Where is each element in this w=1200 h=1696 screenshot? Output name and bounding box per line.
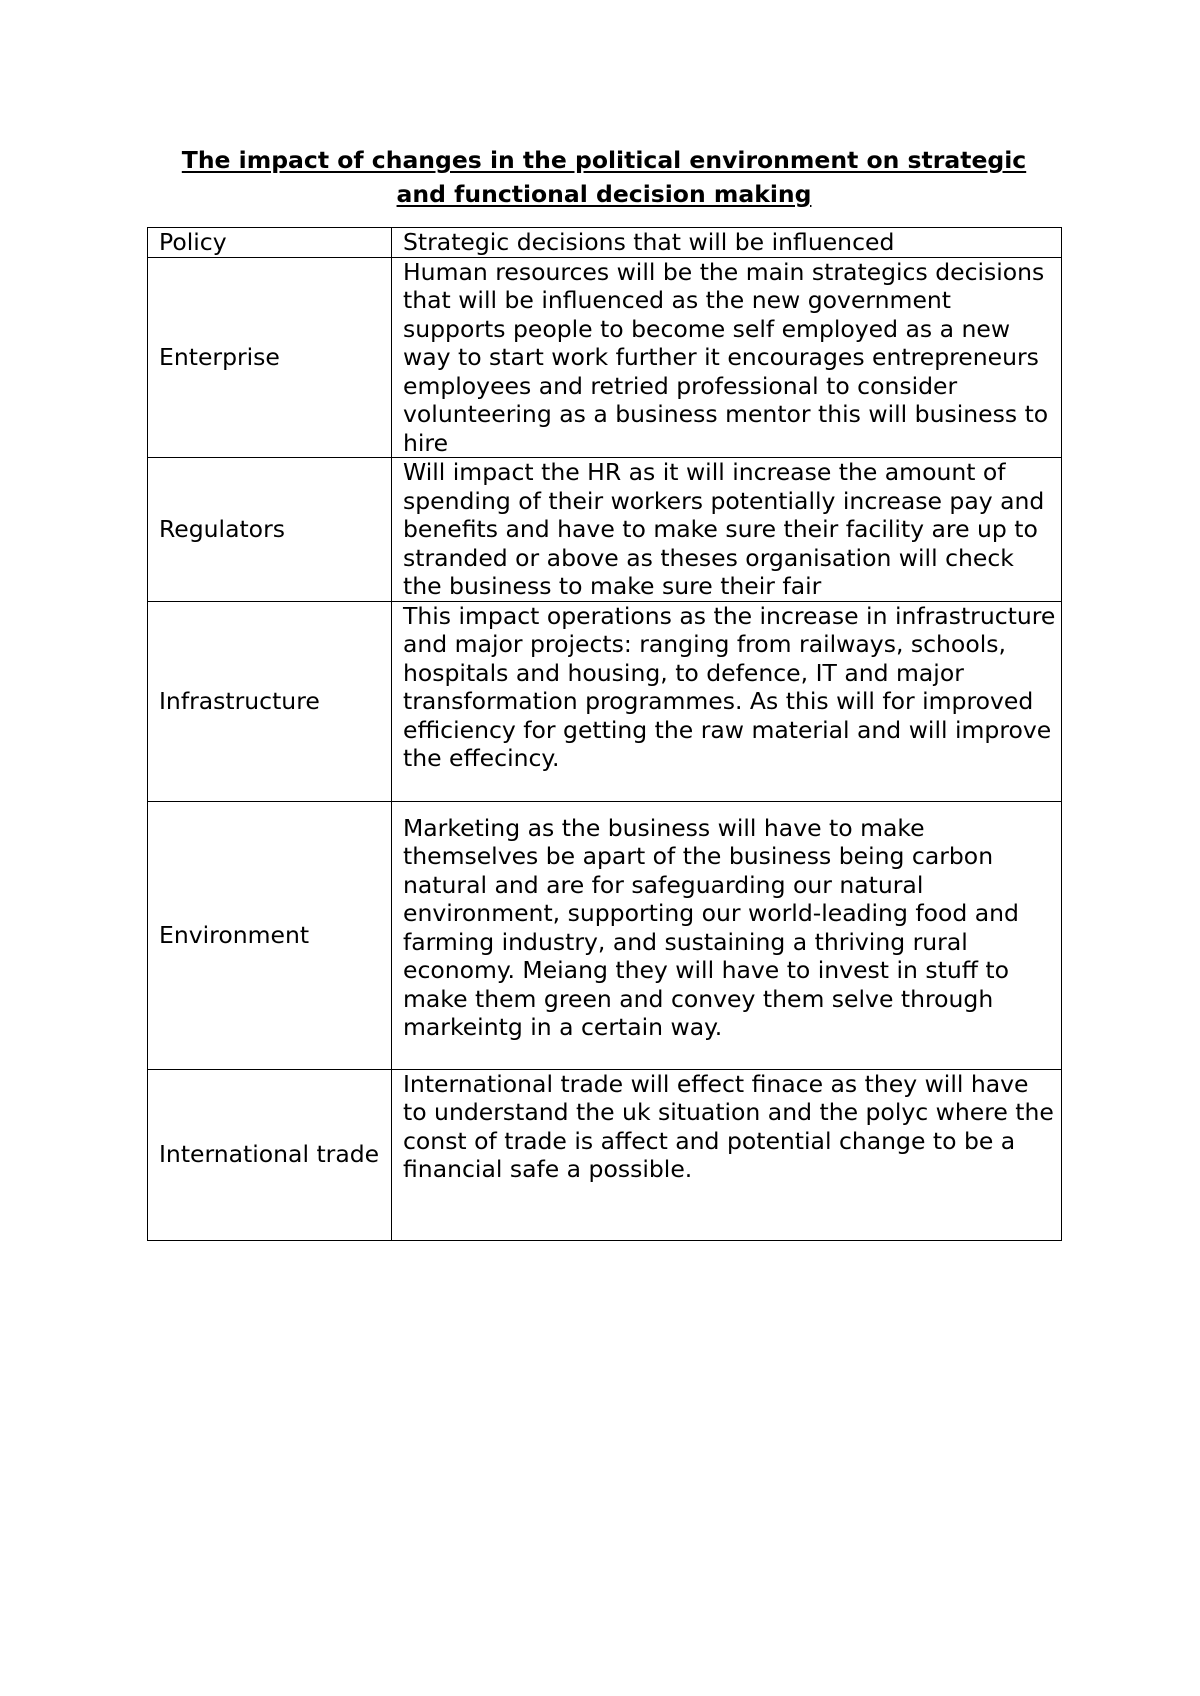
title-line-1: The impact of changes in the political environment on strategic (181, 146, 1027, 174)
policy-cell: Enterprise (148, 257, 392, 458)
decision-cell: Human resources will be the main strategics decisions that will be influenced as the new government supports people to become self employed as a new way to start work further it encourages entrepreneurs employees and retried professional to consider volunteering as a business mentor this will business to hire (392, 257, 1062, 458)
policy-cell: International trade (148, 1069, 392, 1240)
table-row (148, 1069, 1062, 1240)
table-row (148, 257, 1062, 458)
header-policy: Policy (148, 228, 392, 258)
policy-impact-table (147, 227, 1062, 1241)
document-title (147, 143, 1061, 211)
table-row (148, 801, 1062, 1069)
policy-cell: Environment (148, 801, 392, 1069)
decision-cell: Will impact the HR as it will increase the amount of spending of their workers potentially increase pay and benefits and have to make sure their facility are up to stranded or above as theses organisation will check the business to make sure their fair (392, 458, 1062, 602)
table-row (148, 601, 1062, 801)
title-line-2: and functional decision making (396, 180, 812, 208)
decision-cell: This impact operations as the increase in infrastructure and major projects: ranging from railways, schools, hospitals and housing, to defence, IT and major transformation programmes. As this will for improved efficiency for getting the raw material and will improve the effecincy. (392, 601, 1062, 801)
policy-cell: Regulators (148, 458, 392, 602)
table-header-row (148, 228, 1062, 258)
decision-cell: Marketing as the business will have to make themselves be apart of the business being carbon natural and are for safeguarding our natural environment, supporting our world-leading food and farming industry, and sustaining a thriving rural economy. Meiang they will have to invest in stuff to make them green and convey them selve through markeintg in a certain way. (392, 801, 1062, 1069)
header-decisions: Strategic decisions that will be influenced (392, 228, 1062, 258)
policy-cell: Infrastructure (148, 601, 392, 801)
table-row (148, 458, 1062, 602)
decision-cell: International trade will effect finace as they will have to understand the uk situation and the polyc where the const of trade is affect and potential change to be a financial safe a possible. (392, 1069, 1062, 1240)
